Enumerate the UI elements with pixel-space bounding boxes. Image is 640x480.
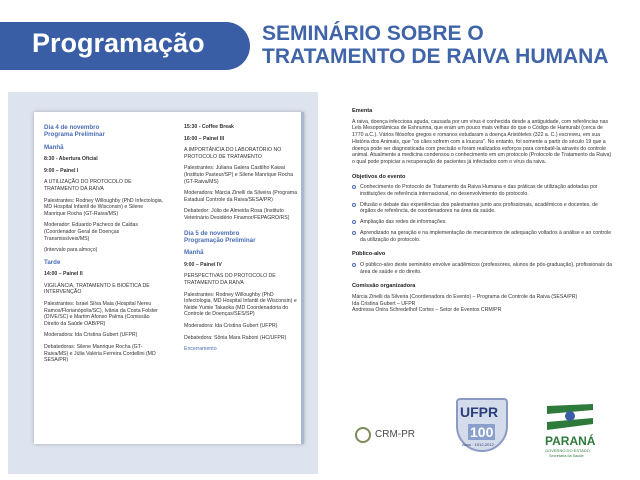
objective-text: Difusão e debate das experiências dos palestrantes junto aos profissionais, acadêmicos e docentes, de órgãos de referência, de coordenadores na área da saúde. xyxy=(360,201,598,215)
day2-heading xyxy=(184,230,299,245)
item-painel-3-debater: Debatedor: Júlio de Almeida Rosa (Instituto Veterinário Desidério Finamor/FEPAGRO/RS) xyxy=(184,208,290,221)
objective-item xyxy=(352,184,614,197)
crm-emblem-icon xyxy=(355,427,371,443)
item-painel-4-speakers: Palestrantes: Rodney Willoughby (PhD Infectologia, MD Hospital Infantil de Wisconsin) e Neide Yumie Takaoka (MD Coordenadoria do Controle de Doenças/SES/SP) xyxy=(184,291,297,318)
item-painel-2: 14:00 – Painel II xyxy=(44,271,83,278)
program-column-1 xyxy=(44,124,164,369)
item-painel-1: 9:00 – Painel I xyxy=(44,167,79,174)
item-painel-4-title: PERSPECTIVAS DO PROTOCOLO DE TRATAMENTO DA RAIVA xyxy=(184,273,276,286)
day1-tarde: Tarde xyxy=(44,258,61,266)
item-painel-4-moderator: Moderadora: Ida Cristina Gubert (UFPR) xyxy=(184,322,278,329)
item-painel-3-speakers: Palestrantes: Juliana Galera Castilho Kawai (Instituto Pasteur/SP) e Silene Manrique Rocha (GT-Raiva/MS) xyxy=(184,165,293,185)
crm-pr-logo xyxy=(355,425,435,447)
objective-text: Ampliação das redes de informações. xyxy=(360,219,447,226)
bullet-circle-icon xyxy=(352,185,356,189)
objective-item xyxy=(352,230,614,243)
bullet-circle-icon xyxy=(352,231,356,235)
day1-manha: Manhã xyxy=(44,143,64,151)
committee-heading: Comissão organizadora xyxy=(352,283,416,290)
crm-logo-text: CRM-PR xyxy=(375,429,415,440)
item-painel-3: 16:00 – Painel III xyxy=(184,135,225,142)
day2-manha: Manhã xyxy=(184,249,204,257)
committee-member: Márcia Zinelli da Silveira (Coordenadora do Evento) – Programa de Controle da Raiva (SESA/PR) xyxy=(352,294,578,301)
parana-secretaria-text: Secretaria da Saúde xyxy=(549,454,584,458)
bullet-circle-icon xyxy=(352,220,356,224)
day1-heading xyxy=(44,124,164,139)
item-painel-2-moderator: Moderadora: Ida Cristina Gubert (UFPR) xyxy=(44,332,138,339)
ufpr-logo-text: UFPR xyxy=(460,404,499,420)
ufpr-logo xyxy=(452,398,512,456)
seminario-title-line1: SEMINÁRIO SOBRE O xyxy=(262,22,484,45)
parana-logo-text: PARANÁ xyxy=(545,434,596,448)
item-coffee-break: 15:30 - Coffee Break xyxy=(184,124,234,130)
day2-date: Dia 5 de novembro xyxy=(184,229,240,237)
ufpr-100-anos: 100 xyxy=(470,424,494,440)
item-painel-2-title: VIGILÂNCIA, TRATAMENTO E BIOÉTICA DE INTERVENÇÃO xyxy=(44,282,150,296)
day1-subtitle: Programa Preliminar xyxy=(44,131,105,139)
bullet-circle-icon xyxy=(352,203,356,207)
ufpr-subtitle: Anos · 1912-2012 xyxy=(462,442,494,447)
program-column-2 xyxy=(184,124,299,358)
audience-item xyxy=(352,262,614,275)
seminario-title-line2: TRATAMENTO DE RAIVA HUMANA xyxy=(262,45,609,68)
day2-subtitle: Programação Preliminar xyxy=(184,236,256,244)
item-painel-1-speakers: Palestrantes: Rodney Willoughby (PhD Infectologia, MD Hospital Infantil de Wisconsin) e Silene Manrique Rocha (GT-Raiva/MS) xyxy=(44,197,164,217)
committee-member: Ida Cristina Gubert – UFPR xyxy=(352,300,416,307)
item-almoco: (Intervalo para almoço) xyxy=(44,247,98,254)
seminario-title xyxy=(262,22,608,68)
item-painel-3-title: A IMPORTÂNCIA DO LABORATÓRIO NO PROTOCOLO DE TRATAMENTO xyxy=(184,147,282,160)
audience-text: O público-alvo deste seminário envolve acadêmicos (professores, alunos de pós-graduação), profissionais da área de saúde e do direito. xyxy=(360,261,613,275)
programacao-title: Programação xyxy=(32,28,205,58)
objective-item xyxy=(352,202,614,215)
item-painel-1-moderator: Moderador: Eduardo Pacheco de Caldas (Coordenador Geral de Doenças Transmissíveis/MS) xyxy=(44,222,139,242)
ementa-heading: Ementa xyxy=(352,108,373,114)
parana-flag-icon xyxy=(547,404,593,430)
item-abertura: 8:30 - Abertura Oficial xyxy=(44,156,98,163)
item-painel-2-speakers: Palestrantes: Israel Silva Maia (Hospital Nereu Ramos/Florianópolis/SC), Ivânia da Costa Folster (DIVE/SC) e Martim Afonso Palma (Comissão Direito da Saúde OAB/PR) xyxy=(44,300,158,327)
day1-date: Dia 4 de novembro xyxy=(44,124,100,131)
objectives-heading: Objetivos do evento xyxy=(352,173,406,180)
committee-member: Andressa Onira Schredelhof Cortes – Setor de Eventos CRM/PR xyxy=(352,307,502,314)
item-painel-4-debater: Debatedora: Sônia Mara Raboni (HC/UFPR) xyxy=(184,334,287,341)
parana-gov-text: GOVERNO DO ESTADO xyxy=(545,448,590,453)
ementa-text: A raiva, doença infecciosa aguda, causada por um vírus é conhecida desde a antiguidade, com referências nas Leis Mesopotâmicas de Eshnunna, que eram um pouco mais velhas do que o Código de Hamurabi (cerca de 1770 a.C.). Vários filósofos gregos e romanos estudaram a doença Aristóteles (322 a. C.) escreveu, em sua História dos Animais, que "os cães sofrem com a loucura". No entanto, foi somente a partir do século 19 que a doença pode ser diagnosticada com precisão e foram realizados esforços para combatê-la através do controle animal. Atualmente a medicina condensou o conhecimento em um protocolo (Protocolo de Tratamento da Raiva) o qual pode propiciar a recuperação de pacientes já infectados com o vírus da raiva. xyxy=(352,118,612,165)
item-painel-3-moderator: Moderadora: Márcia Zinelli da Silveira (Programa Estadual Controle da Raiva/SESA/PR) xyxy=(184,190,298,203)
audience-heading: Público-alvo xyxy=(352,251,386,258)
item-painel-1-title: A UTILIZAÇÃO DO PROTOCOLO DE TRATAMENTO DA RAIVA xyxy=(44,179,132,192)
objective-item xyxy=(352,219,614,226)
item-painel-2-debaters: Debatedoras: Silene Manrique Rocha (GT-Raiva/MS) e Júlia Valéria Ferreira Cordellini (MD SESA/PR) xyxy=(44,343,156,364)
objective-text: Aprendizado na geração e na implementação de mecanismos de adequação voltados à análise e ao controle da utilização do protocolo. xyxy=(360,229,612,243)
program-panel xyxy=(34,112,304,444)
item-encerramento: Encerramento xyxy=(184,346,217,353)
objective-text: Conhecimento do Protocolo de Tratamento da Raiva Humana e das práticas de utilização adotadas por instituições de referência internacional, no desenvolvimento do protocolo. xyxy=(360,184,598,198)
bullet-circle-icon xyxy=(352,263,356,267)
item-painel-4: 9:00 – Painel IV xyxy=(184,261,222,268)
info-column xyxy=(352,108,614,314)
parana-logo xyxy=(545,402,605,462)
